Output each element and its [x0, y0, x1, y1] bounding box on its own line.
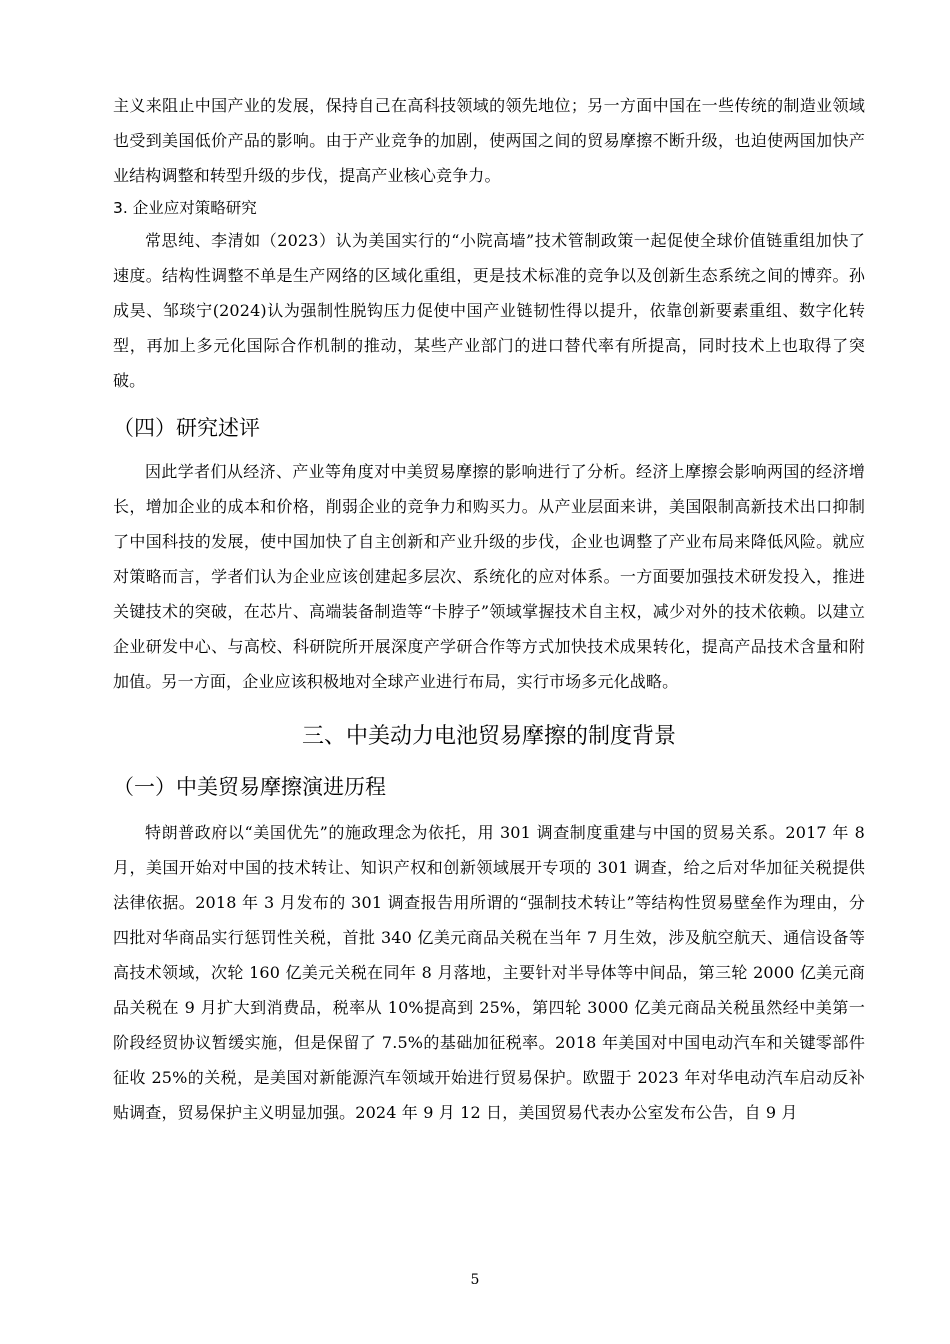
heading-research-review: （四）研究述评	[113, 416, 260, 440]
paragraph-strategy-research: 常思纯、李清如（2023）认为美国实行的“小院高墙”技术管制政策一起促使全球价值链重组加快了速度。结构性调整不单是生产网络的区域化重组，更是技术标准的竞争以及创新生态系统之间的博弈。孙成昊、邹琰宁(2024)认为强制性脱钩压力促使中国产业链韧性得以提升，依靠创新要素重组、数字化转型，再加上多元化国际合作机制的推动，某些产业部门的进口替代率有所提高，同时技术上也取得了突破。	[113, 231, 865, 390]
paragraph-trade-friction-history: 特朗普政府以“美国优先”的施政理念为依托，用 301 调查制度重建与中国的贸易关系。2017 年 8 月，美国开始对中国的技术转让、知识产权和创新领域展开专项的 301 调查，给之后对华加征关税提供法律依据。2018 年 3 月发布的 301 调查报告用所谓的“强制技术转让”等结构性贸易壁垒作为理由，分四批对华商品实行惩罚性关税，首批 340 亿美元商品关税在当年 7 月生效，涉及航空航天、通信设备等高技术领域，次轮 160 亿美元关税在同年 8 月落地，主要针对半导体等中间品，第三轮 2000 亿美元商品关税在 9 月扩大到消费品，税率从 10%提高到 25%，第四轮 3000 亿美元商品关税虽然经中美第一阶段经贸协议暂缓实施，但是保留了 7.5%的基础加征税率。2018 年美国对中国电动汽车和关键零部件征收 25%的关税，是美国对新能源汽车领域开始进行贸易保护。欧盟于 2023 年对华电动汽车启动反补贴调查，贸易保护主义明显加强。2024 年 9 月 12 日，美国贸易代表办公室发布公告，自 9 月	[113, 823, 865, 1122]
page-content	[113, 88, 865, 1130]
subheading-enterprise-strategy: 3. 企业应对策略研究	[113, 199, 257, 217]
section-heading-trade-friction-history: （一）中美贸易摩擦演进历程	[113, 775, 386, 799]
paragraph-continued: 主义来阻止中国产业的发展，保持自己在高科技领域的领先地位；另一方面中国在一些传统的制造业领域也受到美国低价产品的影响。由于产业竞争的加剧，使两国之间的贸易摩擦不断升级，也迫使两国加快产业结构调整和转型升级的步伐，提高产业核心竞争力。	[113, 96, 865, 185]
paragraph-research-review: 因此学者们从经济、产业等角度对中美贸易摩擦的影响进行了分析。经济上摩擦会影响两国的经济增长，增加企业的成本和价格，削弱企业的竞争力和购买力。从产业层面来讲，美国限制高新技术出口抑制了中国科技的发展，使中国加快了自主创新和产业升级的步伐，企业也调整了产业布局来降低风险。就应对策略而言，学者们认为企业应该创建起多层次、系统化的应对体系。一方面要加强技术研发投入，推进关键技术的突破，在芯片、高端装备制造等“卡脖子”领域掌握技术自主权，减少对外的技术依赖。以建立企业研发中心、与高校、科研院所开展深度产学研合作等方式加快技术成果转化，提高产品技术含量和附加值。另一方面，企业应该积极地对全球产业进行布局，实行市场多元化战略。	[113, 462, 865, 691]
page-number: 5	[470, 1272, 480, 1288]
chapter-title: 三、中美动力电池贸易摩擦的制度背景	[301, 724, 676, 749]
